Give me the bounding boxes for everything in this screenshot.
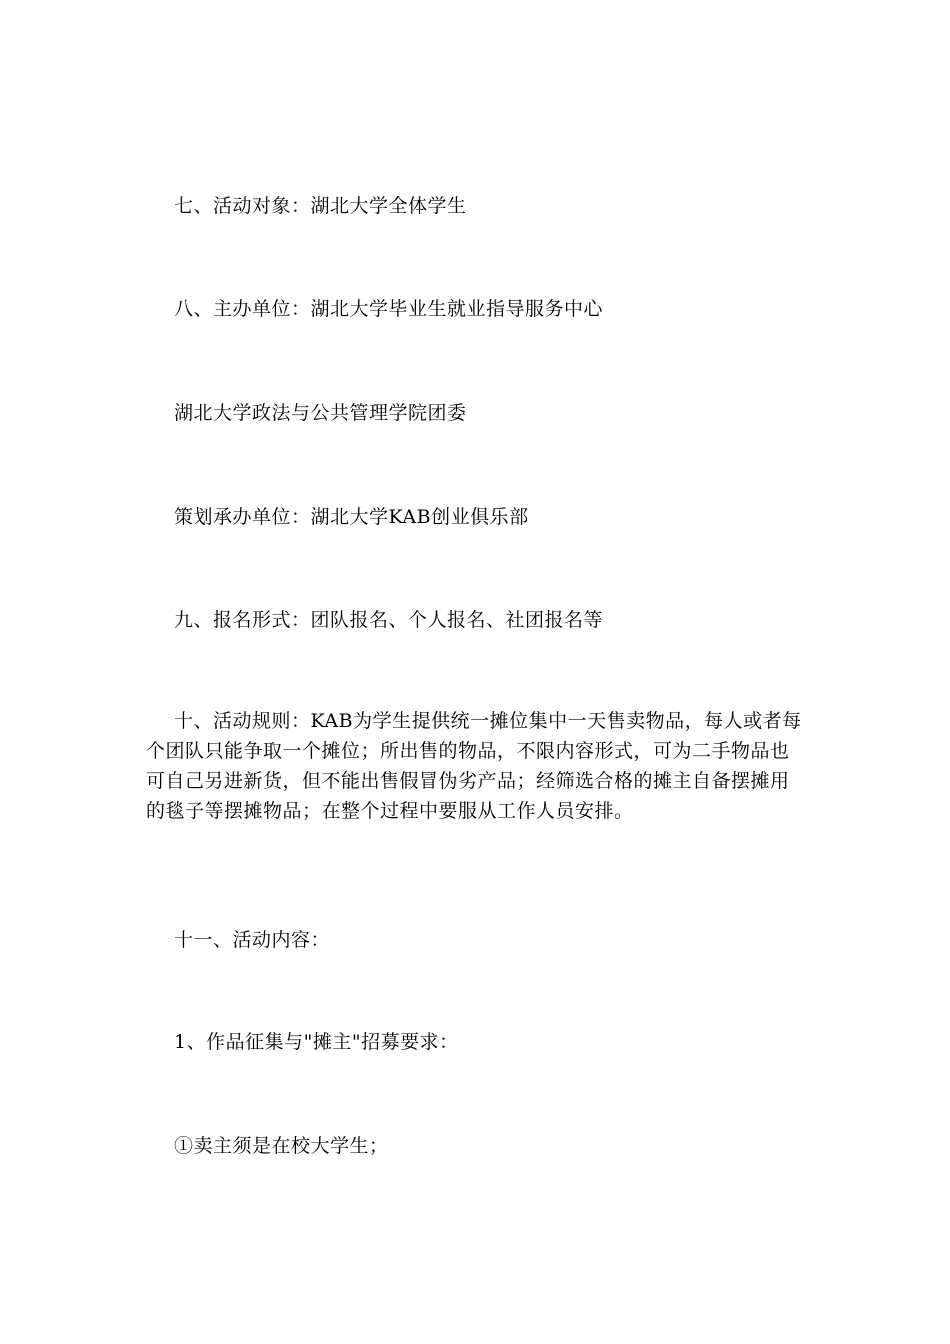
paragraph-registration-form: 九、报名形式：团队报名、个人报名、社团报名等: [174, 609, 604, 631]
paragraph-co-organizer: 湖北大学政法与公共管理学院团委: [174, 402, 467, 424]
paragraph-activity-target: 七、活动对象：湖北大学全体学生: [174, 195, 467, 217]
paragraph-activity-rules: 十、活动规则：KAB为学生提供统一摊位集中一天售卖物品，每人或者每个团队只能争取一个摊位；所出售的物品，不限内容形式，可为二手物品也可自己另进新货，但不能出售假冒伪劣产品；经筛选合格的摊主自备摆摊用的毯子等摆摊物品；在整个过程中要服从工作人员安排。: [146, 710, 802, 822]
paragraph-recruitment-requirements: 1、作品征集与"摊主"招募要求：: [174, 1031, 459, 1053]
paragraph-seller-requirement-1: ①卖主须是在校大学生；: [174, 1135, 389, 1157]
paragraph-activity-content-heading: 十一、活动内容：: [174, 929, 331, 951]
paragraph-organizer: 八、主办单位：湖北大学毕业生就业指导服务中心: [174, 298, 604, 320]
paragraph-undertaker: 策划承办单位：湖北大学KAB创业俱乐部: [174, 506, 529, 528]
